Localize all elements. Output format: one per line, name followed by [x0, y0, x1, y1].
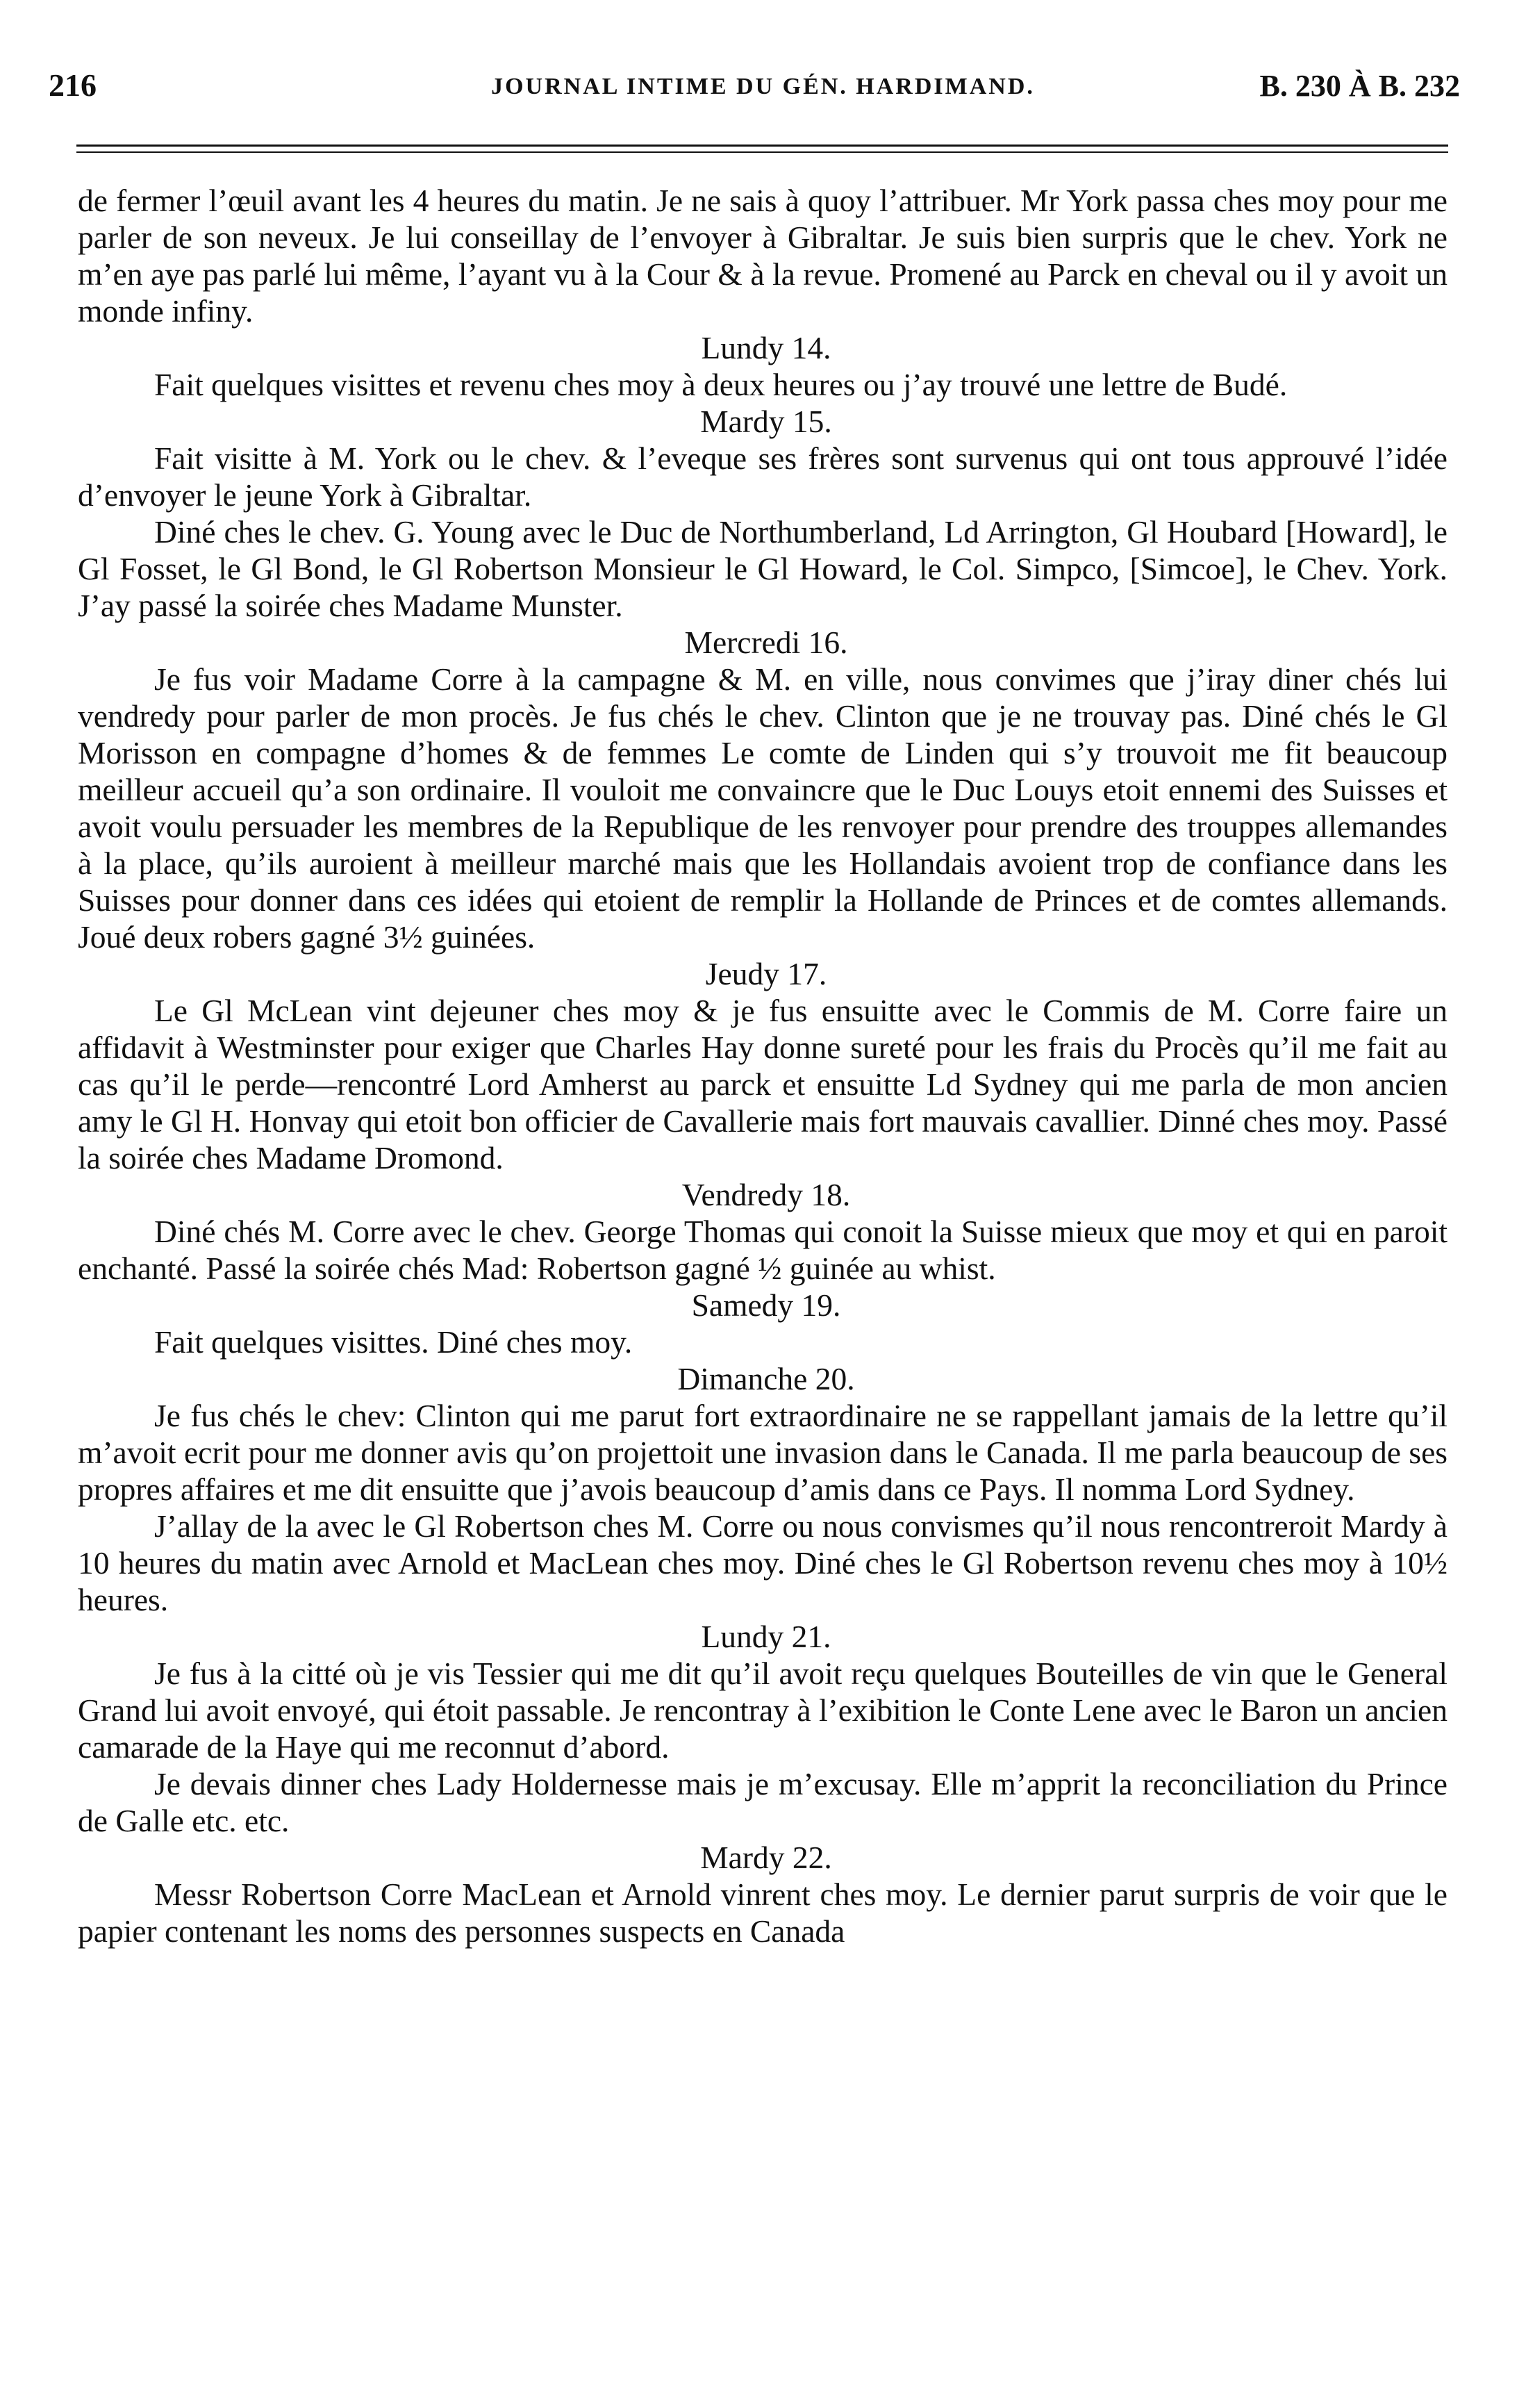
paragraph: J’allay de la avec le Gl Robertson ches M. Corre ou nous convismes qu’il nous rencontreroit Mardy à 10 heures du matin avec Arnold et MacLean ches moy. Diné ches le Gl Robertson revenu ches moy à 10½ heures.	[78, 1508, 1448, 1617]
paragraph: Je fus chés le chev: Clinton qui me parut fort extraordinaire ne se rappellant jamais de la lettre qu’il m’avoit ecrit pour me donner avis qu’on projettoit une invasion dans le Canada. Il me parla beaucoup de ses propres affaires et me dit ensuitte que j’avois beaucoup d’amis dans ce Pays. Il nomma Lord Sydney.	[78, 1398, 1448, 1507]
running-title: JOURNAL INTIME DU GÉN. HARDIMAND.	[491, 74, 1035, 99]
paragraph: Messr Robertson Corre MacLean et Arnold vinrent ches moy. Le dernier parut surpris de voir que le papier contenant les noms des personnes suspects en Canada	[78, 1877, 1448, 1949]
day-heading: Lundy 21.	[701, 1619, 831, 1654]
paragraph: Fait quelques visittes et revenu ches moy à deux heures ou j’ay trouvé une lettre de Budé.	[154, 367, 1288, 402]
header-rule	[76, 151, 1448, 153]
day-heading: Mardy 15.	[700, 404, 832, 439]
journal-text	[78, 182, 1448, 1949]
paragraph: Le Gl McLean vint dejeuner ches moy & je fus ensuitte avec le Commis de M. Corre faire un affidavit à Westminster pour exiger que Charles Hay donne sureté pour les frais du Procès qu’il me fait au cas qu’il le perde—rencontré Lord Amherst au parck et ensuitte Ld Sydney qui me parla de mon ancien amy le Gl H. Honvay qui etoit bon officier de Cavallerie mais fort mauvais cavallier. Dinné ches moy. Passé la soirée ches Madame Dromond.	[78, 993, 1448, 1176]
day-heading: Mardy 22.	[700, 1840, 832, 1875]
paragraph: Je fus à la citté où je vis Tessier qui me dit qu’il avoit reçu quelques Bouteilles de vin que le General Grand lui avoit envoyé, qui étoit passable. Je rencontray à l’exibition le Conte Lene avec le Baron un ancien camarade de la Haye qui me reconnut d’abord.	[78, 1656, 1448, 1765]
paragraph: Je fus voir Madame Corre à la campagne & M. en ville, nous convimes que j’iray diner chés lui vendredy pour parler de mon procès. Je fus chés le chev. Clinton que je ne trouvay pas. Diné chés le Gl Morisson en compagne d’homes & de femmes Le comte de Linden qui s’y trouvoit me fit beaucoup meilleur accueil qu’a son ordinaire. Il vouloit me convaincre que le Duc Louys etoit ennemi des Suisses et avoit voulu persuader les membres de la Republique de les renvoyer pour prendre des trouppes allemandes à la place, qu’ils auroient à meilleur marché mais que les Hollandais avoient trop de confiance dans les Suisses pour donner dans ces idées qui etoient de remplir la Hollande de Princes et de comtes allemands. Joué deux robers gagné 3½ guinées.	[78, 661, 1448, 955]
day-heading: Samedy 19.	[691, 1287, 841, 1323]
paragraph: Diné chés M. Corre avec le chev. George Thomas qui conoit la Suisse mieux que moy et qui en paroit enchanté. Passé la soirée chés Mad: Robertson gagné ½ guinée au whist.	[78, 1214, 1448, 1286]
day-heading: Dimanche 20.	[677, 1361, 855, 1396]
header-rule	[76, 145, 1448, 147]
paragraph: Diné ches le chev. G. Young avec le Duc de Northumberland, Ld Arrington, Gl Houbard [Howard], le Gl Fosset, le Gl Bond, le Gl Robertson Monsieur le Gl Howard, le Col. Simpco, [Simcoe], le Chev. York. J’ay passé la soirée ches Madame Munster.	[78, 514, 1448, 623]
day-heading: Lundy 14.	[701, 330, 831, 365]
day-heading: Vendredy 18.	[681, 1177, 851, 1212]
paragraph: Je devais dinner ches Lady Holdernesse mais je m’excusay. Elle m’apprit la reconciliation du Prince de Galle etc. etc.	[78, 1766, 1448, 1838]
page-number: 216	[49, 67, 97, 103]
day-heading: Mercredi 16.	[684, 625, 848, 660]
paragraph: de fermer l’œuil avant les 4 heures du matin. Je ne sais à quoy l’attribuer. Mr York passa ches moy pour me parler de son neveux. Je lui conseillay de l’envoyer à Gibraltar. Je suis bien surpris que le chev. York ne m’en aye pas parlé lui même, l’ayant vu à la Cour & à la revue. Promené au Parck en cheval ou il y avoit un monde infiny.	[78, 183, 1448, 329]
paragraph: Fait quelques visittes. Diné ches moy.	[154, 1324, 633, 1360]
day-heading: Jeudy 17.	[705, 956, 827, 991]
folio-range: B. 230 À B. 232	[1259, 69, 1460, 103]
paragraph: Fait visitte à M. York ou le chev. & l’eveque ses frères sont survenus qui ont tous approuvé l’idée d’envoyer le jeune York à Gibraltar.	[78, 440, 1448, 513]
